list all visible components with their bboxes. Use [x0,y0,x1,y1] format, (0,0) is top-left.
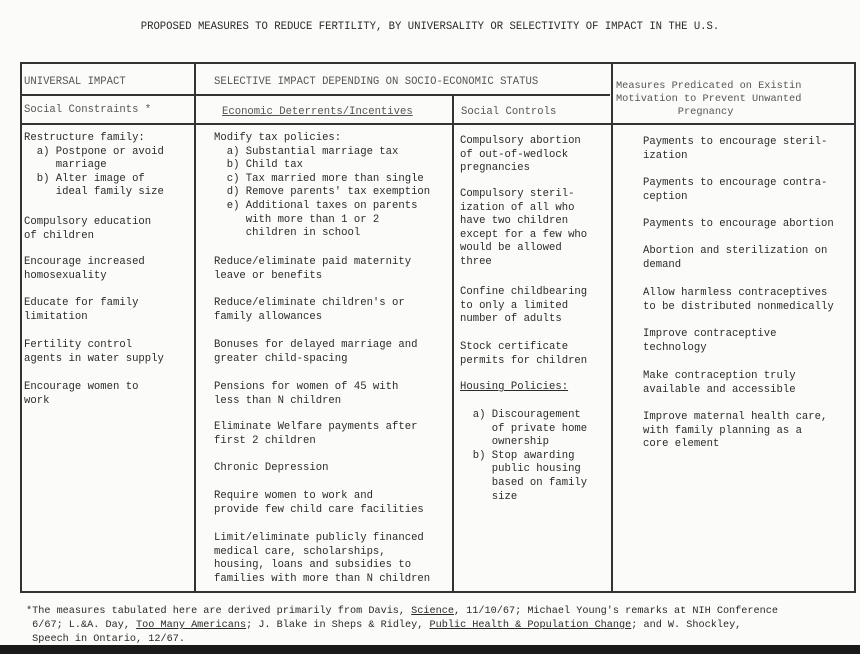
footnote-text: 6/67; L.&A. Day, [26,620,137,631]
list-item: Educate for family limitation [24,297,139,323]
list-item: Compulsory abortion of out-of-wedlock pregnancies [460,135,581,175]
col-divider [452,95,454,592]
citation-public-health: Public Health & Population Change [429,620,632,631]
col-divider [194,62,196,592]
header-selective: SELECTIVE IMPACT DEPENDING ON SOCIO-ECONOMIC STATUS [214,76,539,88]
table-top-rule [20,62,856,64]
footnote-text: ; and W. Shockley, [631,620,742,631]
header-economic: Economic Deterrents/Incentives [222,106,413,118]
list-item: Payments to encourage steril- ization [643,136,828,162]
citation-too-many-americans: Too Many Americans [136,620,247,631]
list-item: Restructure family: a) Postpone or avoid marriage b) Alter image of ideal family size [24,132,164,199]
list-item: Modify tax policies: a) Substantial marriage tax b) Child tax c) Tax married more than single d) Remove parents' tax exemption e) Additional taxes on parents with more than 1 or 2 children in school [214,132,431,240]
list-item: Reduce/eliminate children's or family allowances [214,297,405,323]
citation-science: Science [411,606,454,617]
scan-edge [0,645,860,654]
footnote-line-2 [26,619,741,633]
list-item: Make contraception truly available and accessible [643,370,796,396]
footnote-line-1 [26,605,778,619]
list-item: Stock certificate permits for children [460,341,588,367]
subheader-rule [20,123,856,125]
list-item: Reduce/eliminate paid maternity leave or benefits [214,256,412,282]
footnote-text: *The measures tabulated here are derived primarily from Davis, [26,606,412,617]
list-item: Limit/eliminate publicly financed medical care, scholarships, housing, loans and subsidies to families with more than N children [214,532,431,585]
list-item: a) Discouragement of private home ownership b) Stop awarding public housing based on family size [472,409,588,503]
list-item: Bonuses for delayed marriage and greater child-spacing [214,339,418,365]
list-item: Eliminate Welfare payments after first 2 children [214,421,418,447]
list-item: Improve contraceptive technology [643,328,777,354]
list-item: Compulsory steril- ization of all who have two children except for a few who would be allowed three [460,188,588,268]
footnote-line-3: Speech in Ontario, 12/67. [26,634,185,645]
list-item: Compulsory education of children [24,216,152,242]
col-divider [20,62,22,592]
header-universal: UNIVERSAL IMPACT [24,76,126,88]
header-social-constraints: Social Constraints * [24,104,152,116]
list-item: Chronic Depression [214,462,329,474]
document-title: PROPOSED MEASURES TO REDUCE FERTILITY, BY UNIVERSALITY OR SELECTIVITY OF IMPACT IN THE U.S. [140,21,720,33]
header-rule [20,94,610,96]
list-item: Require women to work and provide few child care facilities [214,490,424,516]
list-item: Improve maternal health care, with family planning as a core element [643,411,828,451]
list-item: Encourage increased homosexuality [24,256,145,282]
footnote-text: ; J. Blake in Sheps & Ridley, [246,620,430,631]
list-item: Fertility control agents in water supply [24,339,164,365]
list-item: Encourage women to work [24,381,139,407]
header-motivation: Measures Predicated on Existin Motivation to Prevent Unwanted Pregnancy [616,80,802,118]
list-item: Payments to encourage contra- ception [643,177,828,203]
housing-policies-heading: Housing Policies: [460,381,569,393]
col-divider [611,62,613,592]
header-social-controls: Social Controls [461,106,557,118]
footnote-text: , 11/10/67; Michael Young's remarks at NIH Conference [453,606,778,617]
col-divider [854,62,856,592]
list-item: Confine childbearing to only a limited number of adults [460,286,588,326]
list-item: Abortion and sterilization on demand [643,245,828,271]
list-item: Allow harmless contraceptives to be distributed nonmedically [643,287,834,313]
table-bottom-rule [20,591,856,593]
list-item: Pensions for women of 45 with less than N children [214,381,399,407]
list-item: Payments to encourage abortion [643,218,834,230]
